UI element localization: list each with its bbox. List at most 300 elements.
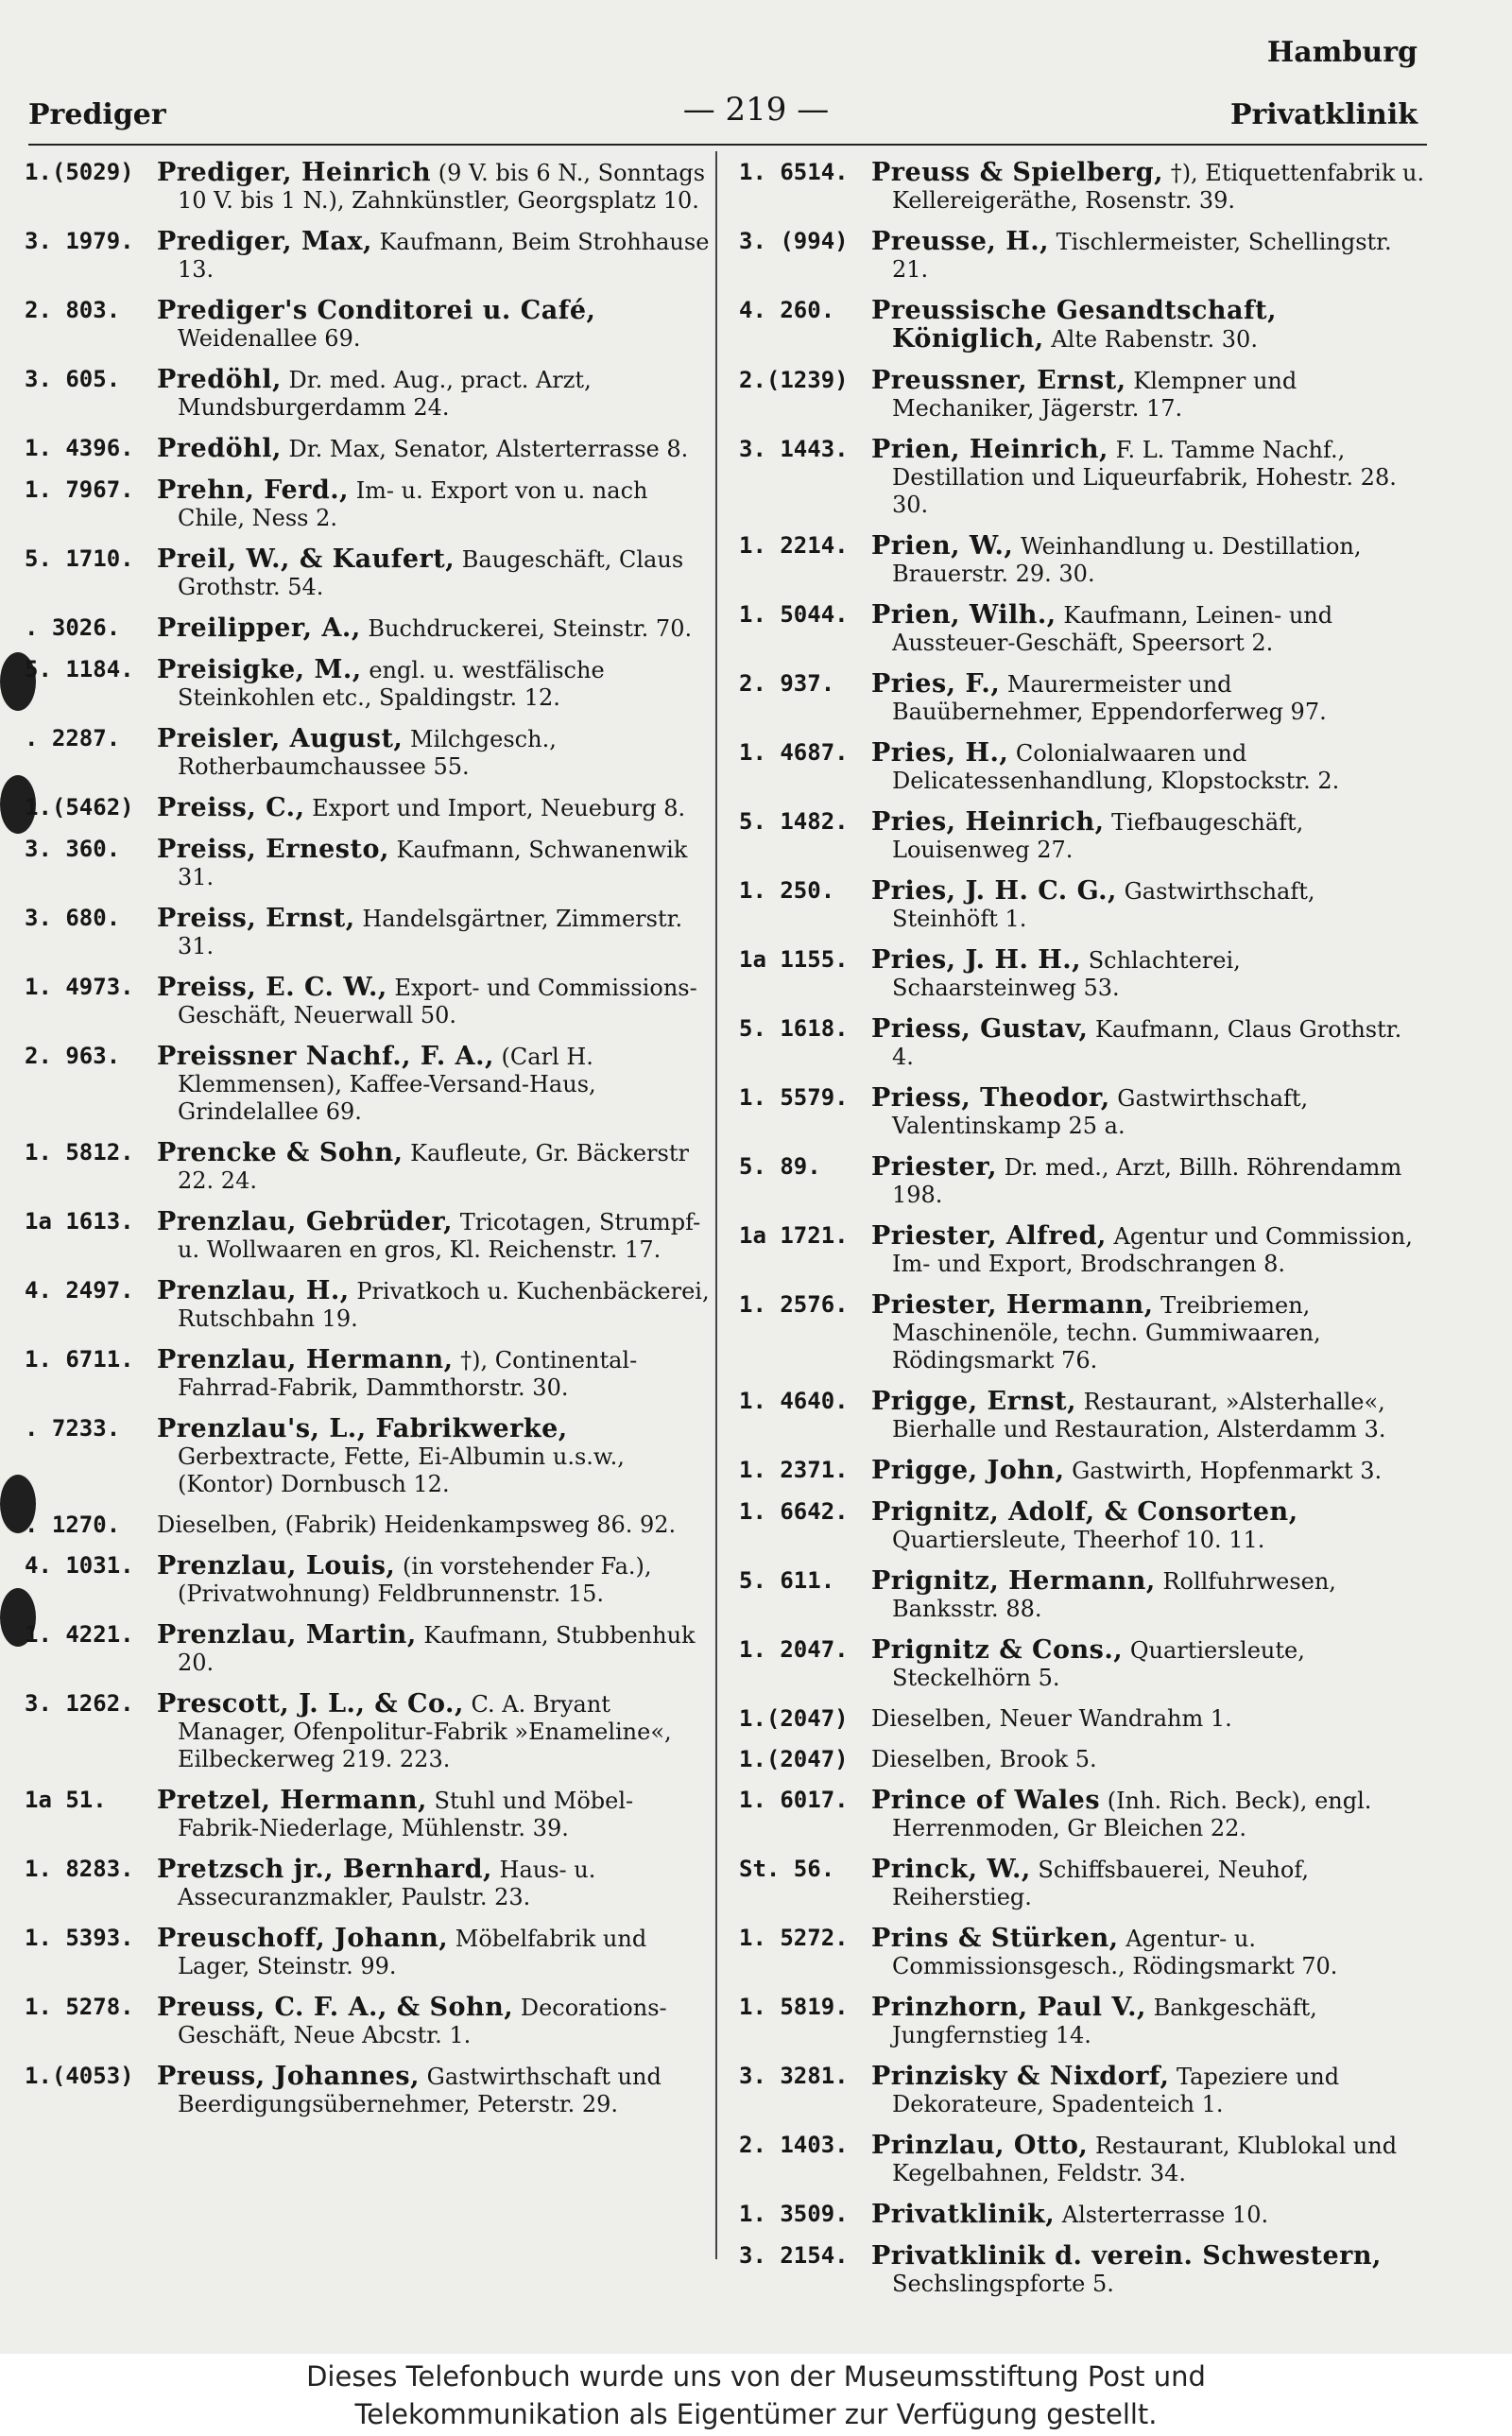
entry-number: 3. 1979. bbox=[25, 228, 134, 254]
entry-number: 1. 5812. bbox=[25, 1139, 134, 1166]
entry-body bbox=[157, 545, 711, 601]
entry-number: 1a 1155. bbox=[739, 946, 849, 973]
entry-number: 3. 360. bbox=[25, 836, 121, 862]
entry-body bbox=[871, 1994, 1427, 2049]
entry-number: 1. 6017. bbox=[739, 1787, 849, 1813]
footer-line-2: Telekommunikation als Eigentümer zur Verfügung gestellt. bbox=[354, 2398, 1158, 2430]
directory-entry bbox=[739, 2132, 1427, 2187]
entry-number: 1a 1613. bbox=[25, 1208, 134, 1235]
directory-entry bbox=[739, 1787, 1427, 1842]
footer-line-1: Dieses Telefonbuch wurde uns von der Museumsstiftung Post und bbox=[306, 2360, 1206, 2393]
entry-body bbox=[871, 367, 1427, 423]
entry-body bbox=[871, 1705, 1427, 1733]
entry-number: 5. 89. bbox=[739, 1153, 821, 1180]
directory-entry bbox=[739, 1388, 1427, 1443]
entry-body bbox=[157, 1346, 711, 1402]
entry-name: Preilipper, A., bbox=[157, 613, 361, 643]
entry-text: Schlachterei, Schaarsteinweg 53. bbox=[892, 947, 1241, 1001]
entry-body bbox=[871, 1925, 1427, 1980]
entry-number: 1. 8283. bbox=[25, 1856, 134, 1882]
directory-entry bbox=[25, 725, 711, 781]
entry-name: Pries, J. H. C. G., bbox=[871, 876, 1117, 906]
directory-entry bbox=[739, 739, 1427, 795]
entry-name: Prince of Wales bbox=[871, 1786, 1101, 1815]
entry-number: 1a 1721. bbox=[739, 1222, 849, 1249]
footer-note bbox=[0, 2354, 1512, 2436]
entry-number: 1. 5272. bbox=[739, 1925, 849, 1951]
directory-entry bbox=[739, 2063, 1427, 2118]
entry-text: Export- und Commissions-Geschäft, Neuerwall 50. bbox=[178, 975, 697, 1028]
directory-entry bbox=[25, 435, 711, 463]
entry-text: Tapeziere und Dekorateure, Spadenteich 1. bbox=[892, 2064, 1340, 2117]
entry-name: Priess, Gustav, bbox=[871, 1014, 1089, 1044]
entry-text: engl. u. westfälische Steinkohlen etc., Spaldingstr. 12. bbox=[178, 657, 605, 711]
entry-body bbox=[157, 794, 711, 822]
entry-name: Pries, F., bbox=[871, 669, 1001, 699]
entry-name: Preiss, C., bbox=[157, 793, 305, 822]
directory-entry bbox=[739, 1015, 1427, 1071]
entry-number: 1. 4973. bbox=[25, 974, 134, 1000]
directory-entry bbox=[739, 1084, 1427, 1140]
entry-text: Stuhl und Möbel-Fabrik-Niederlage, Mühlenstr. 39. bbox=[178, 1788, 634, 1841]
directory-entry bbox=[25, 2063, 711, 2118]
entry-text: Bankgeschäft, Jungfernstieg 14. bbox=[892, 1995, 1317, 2048]
entry-number: 3. 680. bbox=[25, 905, 121, 931]
column-separator bbox=[715, 151, 717, 2259]
entry-text: Buchdruckerei, Steinstr. 70. bbox=[368, 615, 693, 642]
entry-number: 4. 260. bbox=[739, 297, 835, 323]
entry-body bbox=[871, 1746, 1427, 1773]
directory-entry bbox=[739, 1567, 1427, 1623]
entry-name: Prignitz, Hermann, bbox=[871, 1566, 1156, 1596]
directory-entry bbox=[25, 297, 711, 353]
directory-entry bbox=[25, 228, 711, 284]
entry-name: Prediger, Max, bbox=[157, 227, 372, 256]
directory-entry bbox=[739, 2201, 1427, 2229]
entry-name: Preil, W., & Kaufert, bbox=[157, 544, 455, 574]
entry-text: Im- u. Export von u. nach Chile, Ness 2. bbox=[178, 477, 648, 531]
entry-name: Prignitz, Adolf, & Consorten, bbox=[871, 1497, 1298, 1527]
entry-text: Export und Import, Neueburg 8. bbox=[312, 795, 686, 821]
entry-number: 1.(5029) bbox=[25, 159, 134, 185]
entry-name: Priester, bbox=[871, 1152, 997, 1182]
entry-name: Pretzsch jr., Bernhard, bbox=[157, 1855, 492, 1884]
directory-entry bbox=[739, 946, 1427, 1002]
entry-name: Prenzlau, Martin, bbox=[157, 1620, 417, 1650]
entry-body bbox=[157, 1621, 711, 1677]
header-right-word: Privatklinik bbox=[1229, 98, 1418, 131]
entry-body bbox=[871, 2201, 1427, 2229]
entry-text: Milchgesch., Rotherbaumchaussee 55. bbox=[178, 726, 557, 780]
entry-body bbox=[157, 1277, 711, 1333]
entry-name: Prignitz & Cons., bbox=[871, 1635, 1124, 1665]
directory-entry bbox=[25, 656, 711, 712]
entry-name: Preiss, E. C. W., bbox=[157, 973, 387, 1002]
entry-text: Restaurant, Klublokal und Kegelbahnen, Feldstr. 34. bbox=[892, 2133, 1398, 2186]
entry-number: 1. 4687. bbox=[739, 739, 849, 766]
entry-number: 2.(1239) bbox=[739, 367, 849, 393]
entry-text: Möbelfabrik und Lager, Steinstr. 99. bbox=[178, 1926, 647, 1979]
entry-body bbox=[871, 228, 1427, 284]
entry-text: Kaufleute, Gr. Bäckerstr 22. 24. bbox=[178, 1140, 689, 1194]
entry-number: 2. 937. bbox=[739, 670, 835, 697]
directory-entry bbox=[25, 1139, 711, 1195]
entry-text: Kaufmann, Stubbenhuk 20. bbox=[178, 1622, 696, 1676]
entry-number: St. 56. bbox=[739, 1856, 835, 1882]
entry-body bbox=[871, 1787, 1427, 1842]
entry-number: 2. 803. bbox=[25, 297, 121, 323]
entry-text: Handelsgärtner, Zimmerstr. 31. bbox=[178, 906, 683, 959]
entry-text: Alsterterrasse 10. bbox=[1061, 2202, 1269, 2228]
right-column bbox=[739, 159, 1427, 2311]
entry-body bbox=[871, 808, 1427, 864]
entry-name: Preussische Gesandtschaft, Königlich, bbox=[871, 296, 1278, 354]
entry-body bbox=[157, 2063, 711, 2118]
entry-name: Preuss, Johannes, bbox=[157, 2062, 420, 2091]
header-left-word: Prediger bbox=[28, 98, 166, 131]
entry-text: Dr. med. Aug., pract. Arzt, Mundsburgerdamm 24. bbox=[178, 367, 592, 421]
entry-text: Privatkoch u. Kuchenbäckerei, Rutschbahn 19. bbox=[178, 1278, 710, 1332]
entry-number: 1. 5393. bbox=[25, 1925, 134, 1951]
entry-body bbox=[157, 656, 711, 712]
entry-text: Agentur- u. Commissionsgesch., Rödingsmarkt 70. bbox=[892, 1926, 1338, 1979]
entry-number: 5. 1184. bbox=[25, 656, 134, 682]
entry-name: Pries, Heinrich, bbox=[871, 807, 1105, 837]
directory-entry bbox=[25, 1690, 711, 1773]
entry-name: Pries, H., bbox=[871, 738, 1009, 768]
entry-number: 3. 1262. bbox=[25, 1690, 134, 1717]
entry-number: 1. 250. bbox=[739, 877, 835, 904]
entry-number: 1. 4640. bbox=[739, 1388, 849, 1414]
entry-name: Prenzlau, Gebrüder, bbox=[157, 1207, 454, 1236]
entry-name: Prien, Heinrich, bbox=[871, 435, 1108, 464]
entry-text: Gerbextracte, Fette, Ei-Albumin u.s.w., (Kontor) Dornbusch 12. bbox=[178, 1443, 625, 1497]
entry-body bbox=[871, 739, 1427, 795]
directory-entry bbox=[739, 1994, 1427, 2049]
entry-body bbox=[157, 297, 711, 353]
entry-text: Kaufmann, Beim Strohhause 13. bbox=[178, 229, 710, 283]
entry-name: Prediger, Heinrich bbox=[157, 158, 432, 187]
entry-name: Preiss, Ernst, bbox=[157, 904, 355, 933]
entry-body bbox=[157, 1208, 711, 1264]
directory-entry bbox=[739, 1153, 1427, 1209]
entry-text: Kaufmann, Leinen- und Aussteuer-Geschäft, Speersort 2. bbox=[892, 602, 1333, 656]
entry-body bbox=[157, 1512, 711, 1539]
entry-number: . 3026. bbox=[25, 614, 121, 641]
entry-name: Preisigke, M., bbox=[157, 655, 362, 684]
entry-name: Prenzlau's, L., Fabrikwerke, bbox=[157, 1414, 568, 1443]
entry-text: (Inh. Rich. Beck), engl. Herrenmoden, Gr Bleichen 22. bbox=[892, 1788, 1372, 1841]
entry-body bbox=[157, 1787, 711, 1842]
directory-entry bbox=[25, 1994, 711, 2049]
entry-body bbox=[157, 435, 711, 463]
directory-entry bbox=[739, 670, 1427, 726]
entry-number: 1. 5579. bbox=[739, 1084, 849, 1111]
entry-name: Prenzlau, Hermann, bbox=[157, 1345, 454, 1374]
entry-body bbox=[157, 159, 711, 215]
entry-number: 2. 963. bbox=[25, 1043, 121, 1069]
entry-number: 1. 4221. bbox=[25, 1621, 134, 1648]
entry-body bbox=[157, 1552, 711, 1608]
entry-text: Tiefbaugeschäft, Louisenweg 27. bbox=[892, 809, 1304, 863]
directory-entry bbox=[739, 1746, 1427, 1773]
entry-number: 4. 1031. bbox=[25, 1552, 134, 1579]
entry-name: Prigge, Ernst, bbox=[871, 1387, 1077, 1416]
entry-name: Prediger's Conditorei u. Café, bbox=[157, 296, 596, 325]
entry-body bbox=[871, 1498, 1427, 1554]
entry-number: . 2287. bbox=[25, 725, 121, 752]
entry-text: Gastwirthschaft und Beerdigungsübernehmer, Peterstr. 29. bbox=[178, 2064, 662, 2117]
directory-entry bbox=[25, 905, 711, 960]
entry-name: Princk, W., bbox=[871, 1855, 1031, 1884]
entry-name: Prinzlau, Otto, bbox=[871, 2131, 1089, 2160]
entry-name: Preuschoff, Johann, bbox=[157, 1924, 449, 1953]
entry-body bbox=[871, 1084, 1427, 1140]
entry-number: 1. 2576. bbox=[739, 1291, 849, 1318]
directory-entry bbox=[25, 1552, 711, 1608]
entry-number: 5. 1618. bbox=[739, 1015, 849, 1042]
entry-name: Preussner, Ernst, bbox=[871, 366, 1126, 395]
entry-text: Dr. med., Arzt, Billh. Röhrendamm 198. bbox=[892, 1154, 1402, 1208]
entry-number: 1. 5044. bbox=[739, 601, 849, 628]
entry-body bbox=[871, 2132, 1427, 2187]
directory-entry bbox=[739, 1856, 1427, 1911]
entry-text: Dr. Max, Senator, Alsterterrasse 8. bbox=[288, 436, 689, 462]
entry-body bbox=[871, 159, 1427, 215]
directory-entry bbox=[25, 1415, 711, 1498]
entry-text: Kaufmann, Schwanenwik 31. bbox=[178, 837, 688, 890]
directory-entry bbox=[25, 974, 711, 1029]
entry-number: 1. 2214. bbox=[739, 532, 849, 559]
page-number: — 219 — bbox=[682, 91, 830, 129]
entry-text: Gastwirthschaft, Valentinskamp 25 a. bbox=[892, 1085, 1309, 1139]
entry-body bbox=[871, 946, 1427, 1002]
directory-entry bbox=[25, 1277, 711, 1333]
header-city: Hamburg bbox=[1266, 36, 1418, 69]
entry-number: 3. 605. bbox=[25, 366, 121, 392]
entry-number: 5. 611. bbox=[739, 1567, 835, 1594]
entry-text: Rollfuhrwesen, Banksstr. 88. bbox=[892, 1568, 1336, 1622]
entry-number: 1a 51. bbox=[25, 1787, 107, 1813]
entry-name: Preisler, August, bbox=[157, 724, 404, 753]
directory-entry bbox=[25, 794, 711, 822]
entry-name: Prenzlau, Louis, bbox=[157, 1551, 396, 1581]
entry-name: Pretzel, Hermann, bbox=[157, 1786, 427, 1815]
entry-name: Preissner Nachf., F. A., bbox=[157, 1042, 494, 1071]
entry-name: Pries, J. H. H., bbox=[871, 945, 1082, 975]
entry-body bbox=[157, 614, 711, 643]
entry-text: †), Continental-Fahrrad-Fabrik, Dammthorstr. 30. bbox=[178, 1347, 638, 1401]
entry-number: 5. 1482. bbox=[739, 808, 849, 835]
directory-entry bbox=[739, 1498, 1427, 1554]
entry-body bbox=[871, 1153, 1427, 1209]
entry-body bbox=[157, 974, 711, 1029]
entry-number: 3. 3281. bbox=[739, 2063, 849, 2089]
entry-name: Preuss & Spielberg, bbox=[871, 158, 1164, 187]
entry-text: Alte Rabenstr. 30. bbox=[1051, 326, 1258, 353]
entry-text: Tricotagen, Strumpf- u. Wollwaaren en gros, Kl. Reichenstr. 17. bbox=[178, 1209, 701, 1263]
entry-body bbox=[157, 905, 711, 960]
entry-name: Prien, Wilh., bbox=[871, 600, 1057, 630]
entry-text: Dieselben, (Fabrik) Heidenkampsweg 86. 92. bbox=[157, 1512, 677, 1538]
entry-body bbox=[871, 1388, 1427, 1443]
entry-number: 1. 5278. bbox=[25, 1994, 134, 2020]
entry-text: Tischlermeister, Schellingstr. 21. bbox=[892, 229, 1392, 283]
entry-body bbox=[871, 1636, 1427, 1692]
entry-name: Priester, Alfred, bbox=[871, 1221, 1107, 1251]
entry-body bbox=[871, 2063, 1427, 2118]
entry-text: Quartiersleute, Steckelhörn 5. bbox=[892, 1637, 1305, 1691]
entry-text: Maurermeister und Bauübernehmer, Eppendorferweg 97. bbox=[892, 671, 1327, 725]
entry-body bbox=[871, 1222, 1427, 1278]
entry-name: Prescott, J. L., & Co., bbox=[157, 1689, 464, 1719]
entry-name: Prencke & Sohn, bbox=[157, 1138, 404, 1167]
entry-name: Preusse, H., bbox=[871, 227, 1050, 256]
entry-name: Privatklinik d. verein. Schwestern, bbox=[871, 2241, 1382, 2271]
entry-name: Predöhl, bbox=[157, 365, 282, 394]
entry-name: Prehn, Ferd., bbox=[157, 475, 350, 505]
entry-body bbox=[871, 877, 1427, 933]
entry-text: Restaurant, »Alsterhalle«, Bierhalle und Restauration, Alsterdamm 3. bbox=[892, 1389, 1386, 1443]
left-column bbox=[25, 159, 711, 2132]
entry-body bbox=[871, 532, 1427, 588]
directory-entry bbox=[25, 1512, 711, 1539]
entry-name: Priester, Hermann, bbox=[871, 1290, 1154, 1320]
directory-entry bbox=[739, 877, 1427, 933]
entry-number: 4. 2497. bbox=[25, 1277, 134, 1304]
entry-number: 1. 6711. bbox=[25, 1346, 134, 1373]
entry-name: Prien, W., bbox=[871, 531, 1014, 561]
entry-body bbox=[157, 725, 711, 781]
directory-entry bbox=[739, 159, 1427, 215]
entry-text: Weinhandlung u. Destillation, Brauerstr. 29. 30. bbox=[892, 533, 1362, 587]
directory-entry bbox=[739, 1925, 1427, 1980]
entry-name: Prinzisky & Nixdorf, bbox=[871, 2062, 1170, 2091]
directory-entry bbox=[25, 1208, 711, 1264]
entry-number: 3. (994) bbox=[739, 228, 849, 254]
entry-text: Gastwirthschaft, Steinhöft 1. bbox=[892, 878, 1315, 932]
directory-entry bbox=[739, 1705, 1427, 1733]
entry-text: Haus- u. Assecuranzmakler, Paulstr. 23. bbox=[178, 1857, 596, 1910]
entry-name: Prinzhorn, Paul V., bbox=[871, 1993, 1146, 2022]
entry-body bbox=[157, 1043, 711, 1126]
entry-body bbox=[157, 366, 711, 422]
directory-entry bbox=[739, 1457, 1427, 1485]
directory-entry bbox=[739, 1222, 1427, 1278]
entry-number: 1. 2047. bbox=[739, 1636, 849, 1663]
entry-number: 1. 3509. bbox=[739, 2201, 849, 2227]
entry-number: 1. 2371. bbox=[739, 1457, 849, 1483]
directory-entry bbox=[739, 436, 1427, 519]
directory-entry bbox=[25, 1043, 711, 1126]
entry-name: Priess, Theodor, bbox=[871, 1083, 1110, 1113]
entry-text: C. A. Bryant Manager, Ofenpolitur-Fabrik »Enameline«, Eilbeckerweg 219. 223. bbox=[178, 1691, 672, 1772]
entry-text: Gastwirth, Hopfenmarkt 3. bbox=[1072, 1458, 1383, 1484]
entry-text: Kaufmann, Claus Grothstr. 4. bbox=[892, 1016, 1402, 1070]
header-rule bbox=[28, 144, 1427, 146]
entry-text: Klempner und Mechaniker, Jägerstr. 17. bbox=[892, 368, 1297, 422]
directory-entry bbox=[25, 545, 711, 601]
directory-entry bbox=[739, 808, 1427, 864]
entry-text: (9 V. bis 6 N., Sonntags 10 V. bis 1 N.), Zahnkünstler, Georgsplatz 10. bbox=[178, 160, 706, 214]
entry-number: 1.(5462) bbox=[25, 794, 134, 821]
entry-name: Preiss, Ernesto, bbox=[157, 835, 389, 864]
directory-entry bbox=[739, 1636, 1427, 1692]
entry-body bbox=[871, 1015, 1427, 1071]
entry-body bbox=[871, 670, 1427, 726]
entry-number: 3. 1443. bbox=[739, 436, 849, 462]
entry-text: Dieselben, Brook 5. bbox=[871, 1746, 1097, 1772]
entry-body bbox=[157, 1139, 711, 1195]
entry-number: 1. 6642. bbox=[739, 1498, 849, 1525]
directory-entry bbox=[25, 1346, 711, 1402]
directory-entry bbox=[739, 2242, 1427, 2298]
entry-name: Preuss, C. F. A., & Sohn, bbox=[157, 1993, 514, 2022]
entry-body bbox=[157, 476, 711, 532]
entry-text: Quartiersleute, Theerhof 10. 11. bbox=[892, 1527, 1265, 1553]
entry-name: Predöhl, bbox=[157, 434, 282, 463]
entry-text: †), Etiquettenfabrik u. Kellereigeräthe, Rosenstr. 39. bbox=[892, 160, 1425, 214]
entry-number: 5. 1710. bbox=[25, 545, 134, 572]
entry-name: Prigge, John, bbox=[871, 1456, 1065, 1485]
directory-entry bbox=[739, 1291, 1427, 1374]
entry-number: . 7233. bbox=[25, 1415, 121, 1442]
directory-entry bbox=[25, 836, 711, 891]
entry-text: Decorations-Geschäft, Neue Abcstr. 1. bbox=[178, 1995, 667, 2048]
entry-text: Baugeschäft, Claus Grothstr. 54. bbox=[178, 546, 684, 600]
entry-body bbox=[871, 1291, 1427, 1374]
entry-text: (in vorstehender Fa.), (Privatwohnung) Feldbrunnenstr. 15. bbox=[178, 1553, 652, 1607]
directory-entry bbox=[25, 614, 711, 643]
entry-body bbox=[871, 1567, 1427, 1623]
entry-body bbox=[157, 1994, 711, 2049]
entry-body bbox=[157, 836, 711, 891]
directory-entry bbox=[739, 297, 1427, 354]
entry-name: Privatklinik, bbox=[871, 2200, 1056, 2229]
entry-name: Prenzlau, H., bbox=[157, 1276, 350, 1305]
entry-text: Treibriemen, Maschinenöle, techn. Gummiwaaren, Rödingsmarkt 76. bbox=[892, 1292, 1321, 1373]
entry-number: . 1270. bbox=[25, 1512, 121, 1538]
entry-body bbox=[157, 228, 711, 284]
entry-body bbox=[157, 1690, 711, 1773]
entry-number: 1.(2047) bbox=[739, 1705, 849, 1732]
entry-body bbox=[871, 2242, 1427, 2298]
entry-number: 1.(2047) bbox=[739, 1746, 849, 1772]
entry-body bbox=[157, 1856, 711, 1911]
entry-body bbox=[157, 1415, 711, 1498]
directory-entry bbox=[739, 228, 1427, 284]
directory-entry bbox=[25, 1621, 711, 1677]
entry-name: Prins & Stürken, bbox=[871, 1924, 1119, 1953]
directory-entry bbox=[25, 1925, 711, 1980]
entry-text: Sechslingspforte 5. bbox=[892, 2271, 1114, 2297]
entry-number: 1. 4396. bbox=[25, 435, 134, 461]
directory-entry bbox=[25, 1787, 711, 1842]
entry-body bbox=[871, 601, 1427, 657]
entry-body bbox=[871, 436, 1427, 519]
entry-body bbox=[871, 1856, 1427, 1911]
directory-entry bbox=[25, 159, 711, 215]
entry-body bbox=[871, 297, 1427, 354]
entry-body bbox=[871, 1457, 1427, 1485]
entry-number: 3. 2154. bbox=[739, 2242, 849, 2269]
directory-entry bbox=[739, 532, 1427, 588]
directory-entry bbox=[25, 366, 711, 422]
directory-entry bbox=[739, 601, 1427, 657]
entry-number: 1.(4053) bbox=[25, 2063, 134, 2089]
entry-number: 1. 5819. bbox=[739, 1994, 849, 2020]
entry-text: Agentur und Commission, Im- und Export, Brodschrangen 8. bbox=[892, 1223, 1413, 1277]
